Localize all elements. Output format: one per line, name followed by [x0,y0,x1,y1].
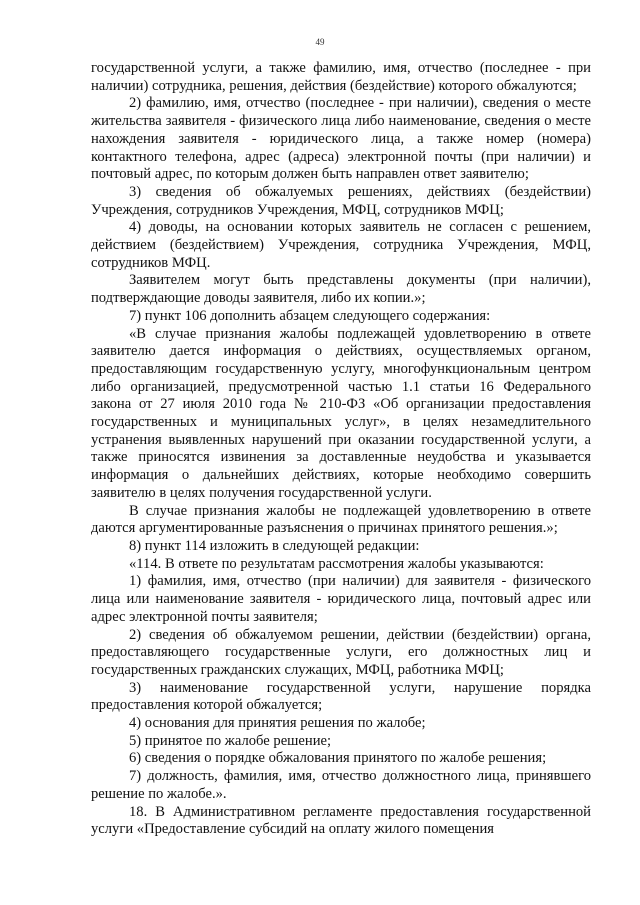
paragraph-114-6: 6) сведения о порядке обжалования принятого по жалобе решения; [129,750,547,767]
paragraph-114-5: 5) принятое по жалобе решение; [129,732,332,749]
paragraph-documents: Заявителем могут быть представлены документы (при наличии), подтверждающие доводы заявителя, либо их копии.»; [91,272,591,307]
paragraph-quote-satisfied: «В случае признания жалобы подлежащей удовлетворению в ответе заявителю дается информация о действиях, осуществляемых органом, предоставляющим государственную услугу, многофункциональным центром либо организацией, предусмотренной частью 1.1 статьи 16 Федерального закона от 27 июля 2010 года № 210-ФЗ «Об организации предоставления государственных и муниципальных услуг», в целях незамедлительного устранения выявленных нарушений при оказании государственной услуги, а также приносятся извинения за доставленные неудобства и указывается информация о дальнейших действиях, которые необходимо совершить заявителю в целях получения государственной услуги. [91,325,591,501]
paragraph-continuation: государственной услуги, а также фамилию, имя, отчество (последнее - при наличии) сотрудника, решения, действия (бездействие) которого обжалуются; [91,60,591,94]
document-body [91,60,591,839]
paragraph-item-3: 3) сведения об обжалуемых решениях, действиях (бездействии) Учреждения, сотрудников Учреждения, МФЦ, сотрудников МФЦ; [91,183,591,218]
paragraph-item-114: «114. В ответе по результатам рассмотрения жалобы указываются: [129,555,544,572]
paragraph-not-satisfied: В случае признания жалобы не подлежащей удовлетворению в ответе даются аргументированные разъяснения о причинах принятого решения.»; [91,502,591,537]
paragraph-114-3: 3) наименование государственной услуги, нарушение порядка предоставления которой обжалуется; [91,679,591,714]
paragraph-114-4: 4) основания для принятия решения по жалобе; [129,715,426,732]
paragraph-point-7: 7) пункт 106 дополнить абзацем следующего содержания: [129,307,491,324]
paragraph-point-8: 8) пункт 114 изложить в следующей редакции: [129,537,420,554]
paragraph-114-2: 2) сведения об обжалуемом решении, действии (бездействии) органа, предоставляющего государственные услуги, его должностных лиц и государственных гражданских служащих, МФЦ, работника МФЦ; [91,626,591,678]
paragraph-item-4: 4) доводы, на основании которых заявитель не согласен с решением, действием (бездействием) Учреждения, сотрудника Учреждения, МФЦ, сотрудников МФЦ. [91,219,591,271]
paragraph-114-7: 7) должность, фамилия, имя, отчество должностного лица, принявшего решение по жалобе.». [91,768,591,802]
page-number: 49 [315,37,325,47]
paragraph-point-18: 18. В Административном регламенте предоставления государственной услуги «Предоставление субсидий на оплату жилого помещения [91,803,591,838]
paragraph-item-2: 2) фамилию, имя, отчество (последнее - при наличии), сведения о месте жительства заявителя - физического лица либо наименование, сведения о месте нахождения заявителя - юридического лица, а также номер (номера) контактного телефона, адрес (адреса) электронной почты (при наличии) и почтовый адрес, по которым должен быть направлен ответ заявителю; [91,95,591,183]
paragraph-114-1: 1) фамилия, имя, отчество (при наличии) для заявителя - физического лица или наименование заявителя - юридического лица, почтовый адрес или адрес электронной почты заявителя; [91,573,591,625]
